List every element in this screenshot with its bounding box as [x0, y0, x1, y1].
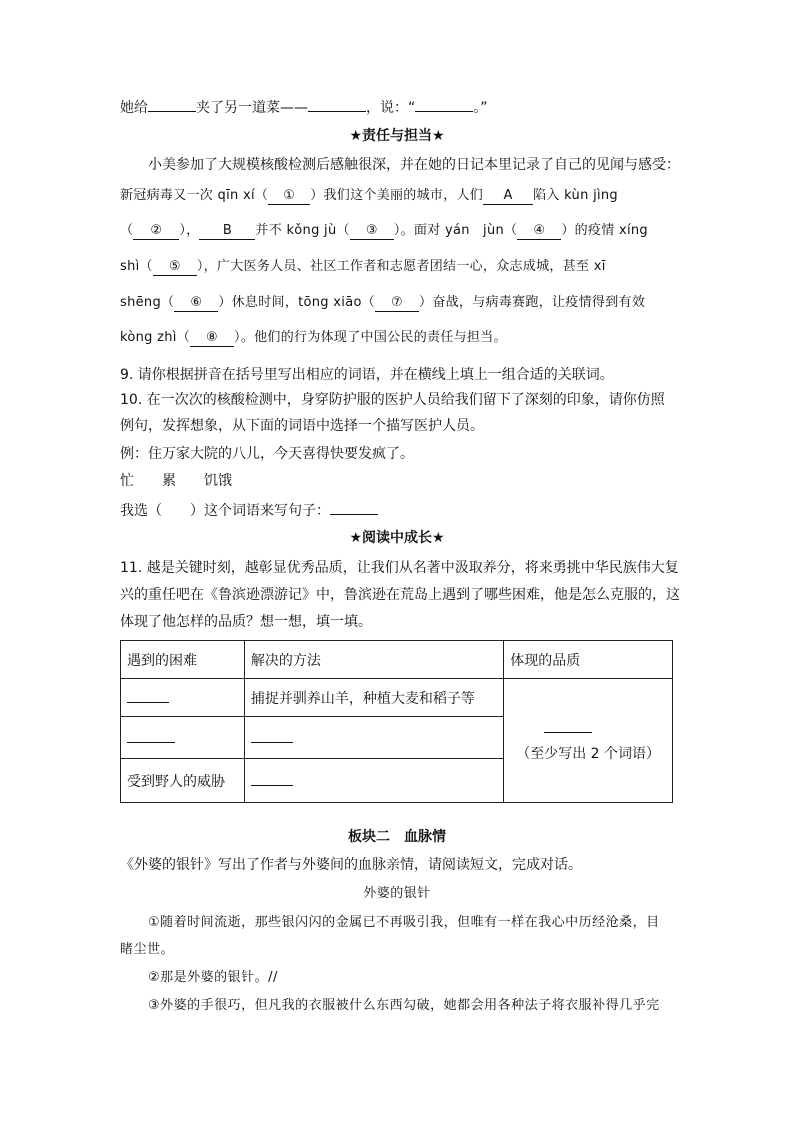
table-cell[interactable]	[244, 717, 503, 759]
answer-blank-1[interactable]: ①	[268, 188, 310, 205]
answer-blank[interactable]	[308, 97, 366, 112]
table-cell[interactable]	[121, 679, 245, 717]
section-title-reading: ★阅读中成长★	[349, 530, 445, 546]
example-sentence: 例：住万家大院的八儿，今天喜得快要发疯了。	[120, 446, 414, 462]
text: 陷入 kùn jìng	[533, 188, 618, 203]
text: 。”	[473, 100, 488, 116]
answer-blank-4[interactable]: ④	[517, 223, 561, 240]
story-paragraph-3: ③外婆的手很巧，但凡我的衣服被什么东西勾破，她都会用各种法子将衣服补得几乎完	[148, 998, 660, 1013]
text: ）休息时间，tōng xiāo（	[218, 295, 376, 310]
section3-intro: 《外婆的银针》写出了作者与外婆间的血脉亲情，请阅读短文，完成对话。	[120, 857, 582, 873]
story-paragraph-2: ②那是外婆的银针。//	[148, 970, 278, 985]
fill-in-line	[120, 97, 488, 117]
answer-blank[interactable]	[127, 688, 169, 703]
text: ）。他们的行为体现了中国公民的责任与担当。	[234, 330, 507, 345]
question-11-line-2: 兴的重任吧在《鲁滨逊漂游记》中，鲁滨逊在荒岛上遇到了哪些困难，他是怎么克服的，这	[120, 587, 680, 603]
text: 夹了另一道菜——	[196, 100, 308, 116]
table-header: 体现的品质	[504, 641, 673, 679]
word-option[interactable]: 饥饿	[204, 473, 232, 489]
word-choices	[120, 473, 232, 490]
answer-blank-6[interactable]: ⑥	[174, 295, 218, 312]
diary-line-2	[120, 223, 648, 240]
answer-blank[interactable]	[148, 97, 196, 112]
answer-blank[interactable]	[330, 500, 378, 515]
section-title-bloodline: 板块二 血脉情	[348, 829, 446, 845]
table-cell[interactable]	[244, 759, 503, 803]
text: ，说：“	[366, 100, 416, 116]
story-paragraph-1-line-1: ①随着时间流逝，那些银闪闪的金属已不再吸引我，但唯有一样在我心中历经沧桑，目	[148, 915, 660, 930]
text: ）我们这个美丽的城市，人们	[310, 188, 484, 203]
quality-cell[interactable]	[504, 679, 673, 803]
section-title-responsibility: ★责任与担当★	[349, 128, 445, 144]
answer-blank[interactable]	[544, 718, 592, 733]
quality-note: （至少写出 2 个词语）	[516, 746, 661, 762]
text: 新冠病毒又一次 qīn xí（	[120, 188, 269, 203]
diary-line-3	[120, 259, 606, 276]
table-cell: 捕捉并驯养山羊，种植大麦和稻子等	[244, 679, 503, 717]
answer-blank[interactable]	[415, 97, 473, 112]
question-9: 9. 请你根据拼音在括号里写出相应的词语，并在横线上填上一组合适的关联词。	[120, 367, 614, 383]
answer-blank-3[interactable]: ③	[350, 223, 394, 240]
text: （	[120, 223, 134, 238]
word-option[interactable]: 累	[162, 473, 176, 489]
answer-blank-5[interactable]: ⑤	[153, 259, 197, 276]
table-row	[121, 679, 673, 717]
choose-line	[120, 500, 378, 520]
table-header-row	[121, 641, 673, 679]
text: ），广大医务人员、社区工作者和志愿者团结一心，众志成城，甚至 xī	[196, 259, 606, 274]
story-paragraph-1-line-2: 睹尘世。	[120, 942, 175, 957]
answer-blank[interactable]	[127, 728, 175, 743]
question-11-line-3: 体现了他怎样的品质？想一想，填一填。	[120, 614, 372, 630]
table-header: 遇到的困难	[121, 641, 245, 679]
table-cell: 受到野人的威胁	[121, 759, 245, 803]
text: kòng zhì（	[120, 330, 191, 345]
text: ）。面对 yán jùn（	[393, 223, 518, 238]
diary-line-1	[120, 188, 618, 205]
answer-blank[interactable]	[251, 771, 293, 786]
text: ），	[179, 223, 200, 238]
text: ）的疫情 xíng	[561, 223, 648, 238]
answer-blank-7[interactable]: ⑦	[375, 295, 419, 312]
text: 并不 kǒng jù（	[255, 223, 350, 238]
answer-blank-B[interactable]: B	[199, 223, 255, 240]
question-11-line-1: 11. 越是关键时刻，越彰显优秀品质，让我们从名著中汲取养分，将来勇挑中华民族伟大复	[120, 560, 679, 576]
text: shì（	[120, 259, 153, 274]
story-title: 外婆的银针	[363, 886, 431, 901]
question-10-line-1: 10. 在一次次的核酸检测中，身穿防护服的医护人员给我们留下了深刻的印象，请你仿照	[120, 392, 665, 408]
answer-blank-A[interactable]: A	[483, 188, 533, 205]
diary-line-4	[120, 295, 645, 312]
answer-blank-2[interactable]: ②	[133, 223, 179, 240]
robinson-table	[120, 640, 673, 803]
word-option[interactable]: 忙	[120, 473, 134, 489]
diary-intro: 小美参加了大规模核酸检测后感触很深，并在她的日记本里记录了自己的见闻与感受：	[148, 157, 680, 173]
text: 我选（ ）这个词语来写句子：	[120, 503, 330, 519]
question-10-line-2: 例句，发挥想象，从下面的词语中选择一个描写医护人员。	[120, 418, 484, 434]
answer-blank-8[interactable]: ⑧	[190, 330, 234, 347]
diary-line-5	[120, 330, 507, 347]
table-header: 解决的方法	[244, 641, 503, 679]
text: ）奋战，与病毒赛跑，让疫情得到有效	[419, 295, 646, 310]
text: 她给	[120, 100, 148, 116]
answer-blank[interactable]	[251, 728, 293, 743]
table-cell[interactable]	[121, 717, 245, 759]
text: shēng（	[120, 295, 175, 310]
